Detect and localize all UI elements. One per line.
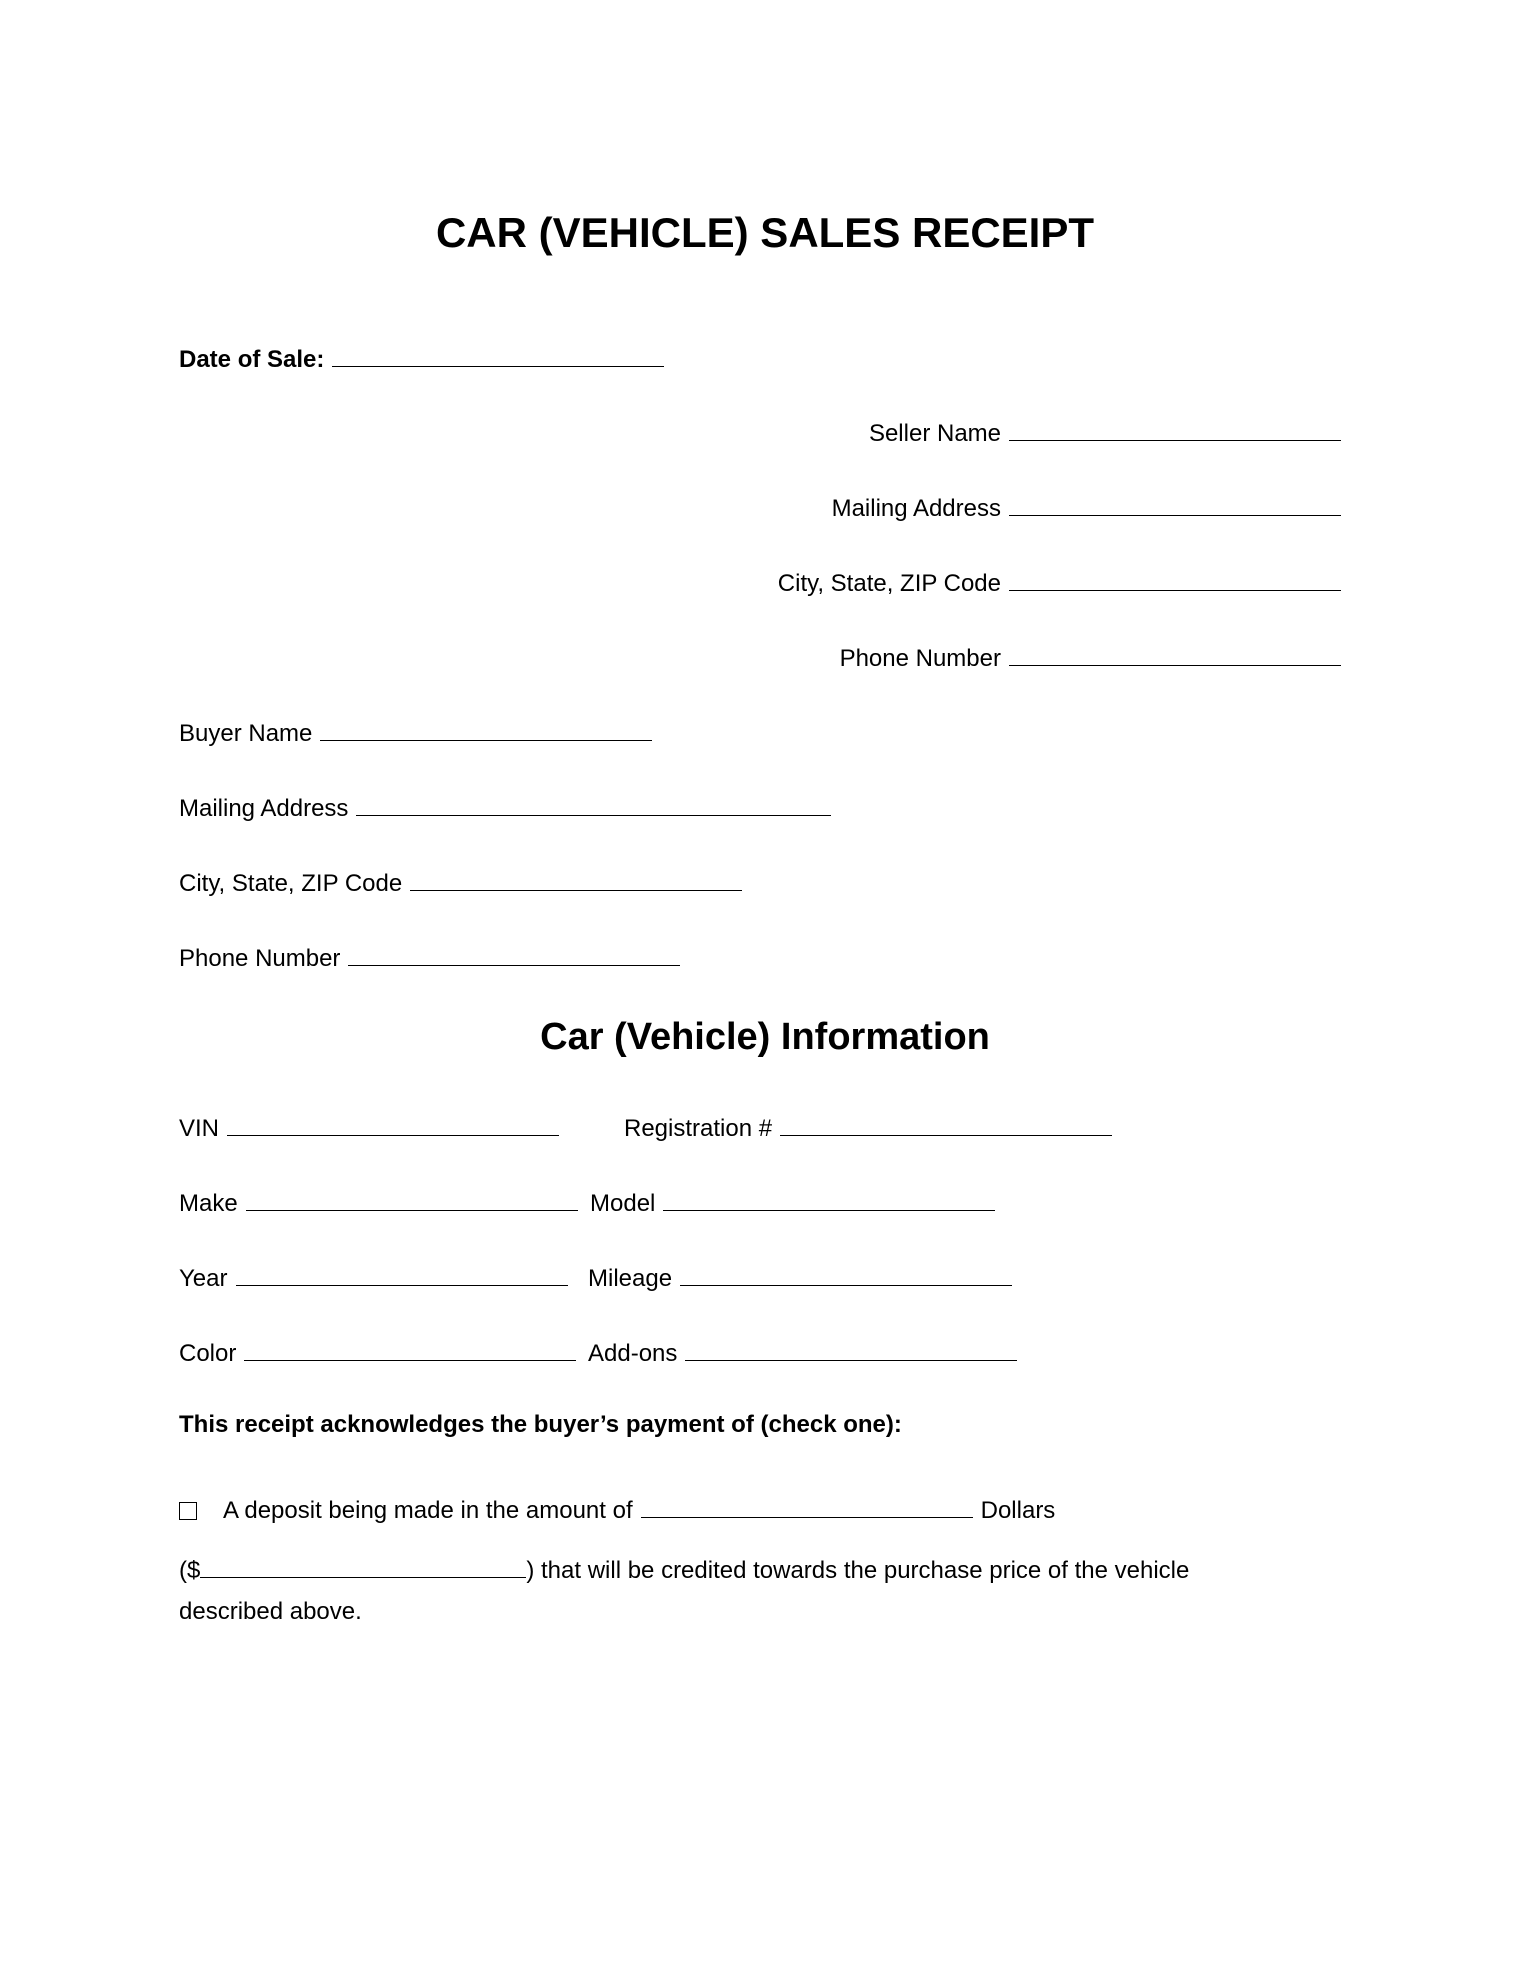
vehicle-section-heading: Car (Vehicle) Information [540, 1016, 990, 1058]
model-label: Model [590, 1190, 656, 1217]
deposit-text: A deposit being made in the amount of [223, 1497, 633, 1524]
buyer-city-row [179, 868, 742, 896]
seller-phone-row [840, 643, 1341, 671]
buyer-address-field[interactable] [356, 793, 831, 816]
seller-city-field[interactable] [1009, 568, 1341, 591]
vin-label: VIN [179, 1115, 220, 1142]
mileage-label: Mileage [588, 1265, 673, 1292]
seller-phone-label: Phone Number [839, 645, 1001, 672]
color-row [179, 1338, 576, 1366]
dollars-word: Dollars [980, 1497, 1056, 1524]
registration-label: Registration # [624, 1115, 773, 1142]
addons-row [588, 1338, 1017, 1366]
model-field[interactable] [663, 1188, 995, 1211]
buyer-city-field[interactable] [410, 868, 742, 891]
mileage-row [588, 1263, 1012, 1291]
color-field[interactable] [244, 1338, 576, 1361]
deposit-row [179, 1495, 1055, 1523]
deposit-checkbox[interactable] [179, 1502, 197, 1520]
registration-row [624, 1113, 1112, 1141]
make-row [179, 1188, 578, 1216]
buyer-phone-row [179, 943, 680, 971]
page-title: CAR (VEHICLE) SALES RECEIPT [435, 209, 1095, 256]
credited-text: ) that will be credited towards the purchase price of the vehicle [526, 1557, 1190, 1584]
described-text: described above. [179, 1598, 362, 1625]
deposit-amount-words-field[interactable] [641, 1495, 973, 1518]
addons-field[interactable] [685, 1338, 1017, 1361]
seller-phone-field[interactable] [1009, 643, 1341, 666]
year-label: Year [179, 1265, 228, 1292]
seller-address-field[interactable] [1009, 493, 1341, 516]
seller-address-label: Mailing Address [831, 495, 1001, 522]
deposit-amount-row [179, 1555, 1189, 1583]
seller-name-row [869, 418, 1341, 446]
buyer-address-row [179, 793, 831, 821]
buyer-city-label: City, State, ZIP Code [179, 870, 403, 897]
vin-field[interactable] [227, 1113, 559, 1136]
payment-heading: This receipt acknowledges the buyer’s payment of (check one): [179, 1411, 902, 1438]
make-field[interactable] [246, 1188, 578, 1211]
buyer-name-field[interactable] [320, 718, 652, 741]
buyer-name-row [179, 718, 652, 746]
date-of-sale-row [179, 344, 664, 372]
make-label: Make [179, 1190, 238, 1217]
seller-city-label: City, State, ZIP Code [777, 570, 1001, 597]
model-row [590, 1188, 995, 1216]
dollar-prefix: ($ [179, 1557, 201, 1584]
deposit-amount-number-field[interactable] [200, 1555, 526, 1578]
date-of-sale-label: Date of Sale: [179, 346, 325, 373]
buyer-phone-field[interactable] [348, 943, 680, 966]
seller-name-label: Seller Name [868, 420, 1001, 447]
vin-row [179, 1113, 559, 1141]
registration-field[interactable] [780, 1113, 1112, 1136]
year-row [179, 1263, 568, 1291]
year-field[interactable] [236, 1263, 568, 1286]
addons-label: Add-ons [588, 1340, 678, 1367]
date-of-sale-field[interactable] [332, 344, 664, 367]
buyer-phone-label: Phone Number [179, 945, 341, 972]
buyer-address-label: Mailing Address [179, 795, 349, 822]
seller-city-row [778, 568, 1341, 596]
color-label: Color [179, 1340, 237, 1367]
seller-name-field[interactable] [1009, 418, 1341, 441]
seller-address-row [832, 493, 1341, 521]
buyer-name-label: Buyer Name [179, 720, 313, 747]
mileage-field[interactable] [680, 1263, 1012, 1286]
